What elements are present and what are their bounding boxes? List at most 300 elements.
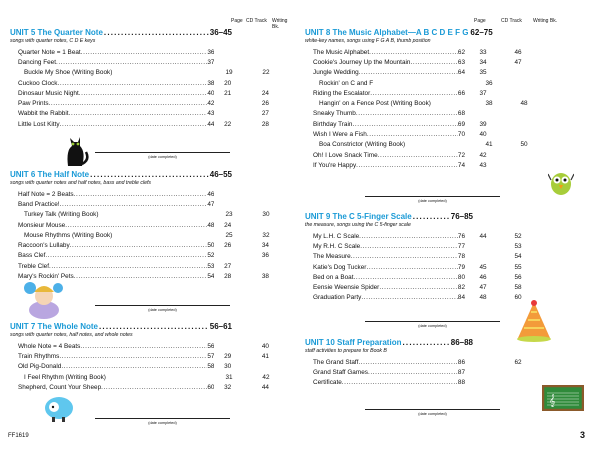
item-cd-track: 34 <box>479 58 487 66</box>
date-completed-line: (date completed) <box>365 409 500 416</box>
svg-text:𝄞: 𝄞 <box>549 394 556 407</box>
list-item <box>10 351 290 361</box>
item-title-cell <box>18 232 216 239</box>
list-item <box>305 78 575 88</box>
item-title: Train Rhythms <box>18 352 60 360</box>
list-item <box>10 199 290 209</box>
item-title-cell <box>18 80 214 87</box>
item-writing-book: 38 <box>261 273 269 281</box>
item-page: 84 <box>457 294 465 302</box>
item-title-cell <box>18 191 214 198</box>
item-writing-book: 54 <box>514 253 522 261</box>
leader-dots <box>69 110 208 117</box>
unit-pages: 76–85 <box>450 212 473 221</box>
item-title: The Music Alphabet <box>313 48 370 56</box>
unit-pages: 36–45 <box>209 28 232 37</box>
item-title: The Measure <box>313 253 351 261</box>
item-writing-book: 34 <box>261 242 269 250</box>
item-page: 44 <box>207 120 215 128</box>
unit-heading <box>305 338 473 347</box>
item-title-cell <box>313 369 465 376</box>
item-title-cell <box>313 294 465 301</box>
item-cd-track: 22 <box>224 120 232 128</box>
item-writing-book: 30 <box>262 211 270 219</box>
unit-section <box>305 212 575 303</box>
list-item <box>10 189 290 199</box>
item-page: 50 <box>207 242 215 250</box>
item-page: 76 <box>457 232 465 240</box>
item-title: Certificate <box>313 379 342 387</box>
list-item <box>305 293 575 303</box>
item-title-cell <box>313 90 465 97</box>
sheep-icon <box>42 392 78 422</box>
footer-code: FF1619 <box>8 433 29 439</box>
item-title: My R.H. C Scale <box>313 242 361 250</box>
item-page: 46 <box>207 190 215 198</box>
item-page: 57 <box>207 352 215 360</box>
item-page: 40 <box>207 89 215 97</box>
unit-heading <box>305 28 493 37</box>
item-title-cell <box>313 59 465 66</box>
item-title: Dinosaur Music Night <box>18 89 79 97</box>
leader-dots <box>79 90 208 97</box>
item-title: Dancing Feet <box>18 58 57 66</box>
item-title: Quarter Note = 1 Beat <box>18 48 81 56</box>
list-item <box>10 261 290 271</box>
leader-dots <box>99 322 209 331</box>
list-item <box>305 231 575 241</box>
item-title-cell <box>18 374 216 381</box>
unit-heading <box>10 322 232 331</box>
list-item <box>305 367 575 377</box>
list-item <box>10 210 290 220</box>
item-title: I Feel Rhythm (Writing Book) <box>24 373 106 381</box>
item-title-cell <box>18 121 214 128</box>
list-item <box>305 378 575 388</box>
item-title-cell <box>313 141 471 148</box>
item-title: Band Practice! <box>18 200 60 208</box>
item-cd-track: 36 <box>485 79 493 87</box>
item-cd-track: 46 <box>479 273 487 281</box>
leader-dots <box>70 242 208 249</box>
item-page: 86 <box>457 358 465 366</box>
list-item <box>305 262 575 272</box>
item-writing-book: 52 <box>514 232 522 240</box>
bird-icon <box>548 168 574 200</box>
item-cd-track: 27 <box>224 262 232 270</box>
leader-dots <box>359 69 458 76</box>
leader-dots <box>74 273 208 280</box>
page-number: 3 <box>580 430 586 440</box>
item-title: Eensie Weensie Spider <box>313 284 380 292</box>
list-item <box>305 47 575 57</box>
leader-dots <box>57 80 207 87</box>
list-item <box>10 230 290 240</box>
list-item <box>305 150 575 160</box>
list-item <box>10 271 290 281</box>
item-cd-track: 44 <box>479 232 487 240</box>
list-item <box>10 78 290 88</box>
item-cd-track: 33 <box>479 48 487 56</box>
unit-heading <box>10 28 232 37</box>
item-title: Bed on a Boat <box>313 273 354 281</box>
unit-title: UNIT 6 The Half Note <box>10 170 90 179</box>
item-title: Monsieur Mouse <box>18 221 66 229</box>
item-page: 82 <box>457 284 465 292</box>
unit-items <box>305 231 575 303</box>
list-item <box>10 341 290 351</box>
leader-dots <box>49 100 208 107</box>
unit-items <box>10 341 290 392</box>
item-title: Mary's Rockin' Pets <box>18 273 74 281</box>
list-item <box>10 68 290 78</box>
item-page: 77 <box>457 242 465 250</box>
column-headers <box>10 0 295 30</box>
leader-dots <box>359 233 458 240</box>
wb-col-header: Writing Bk. <box>533 18 558 24</box>
item-page: 43 <box>207 110 215 118</box>
date-completed-line: (date completed) <box>365 196 500 203</box>
item-cd-track: 24 <box>224 221 232 229</box>
boy-icon <box>22 280 66 320</box>
item-title: Rockin' on C and F <box>319 79 374 87</box>
item-page: 72 <box>457 151 465 159</box>
list-item <box>305 272 575 282</box>
item-writing-book: 48 <box>520 100 528 108</box>
cd-col-header: CD Track <box>246 18 267 24</box>
item-title: Little Lost Kitty <box>18 120 60 128</box>
list-item <box>10 57 290 67</box>
column-headers <box>305 0 590 27</box>
unit-heading <box>10 170 232 179</box>
unit-subtitle: songs with quarter notes, half notes, and whole notes <box>10 332 133 338</box>
item-title-cell <box>18 222 214 229</box>
item-page: 68 <box>457 110 465 118</box>
item-title-cell <box>18 263 214 270</box>
unit-section <box>10 28 290 129</box>
item-writing-book: 46 <box>514 48 522 56</box>
item-title: Birthday Train <box>313 120 353 128</box>
cd-col-header: CD Track <box>501 18 522 24</box>
list-item <box>305 109 575 119</box>
item-page: 54 <box>207 273 215 281</box>
item-writing-book: 56 <box>514 273 522 281</box>
leader-dots <box>45 252 207 259</box>
list-item <box>305 357 575 367</box>
item-page: 56 <box>207 342 215 350</box>
item-page: 80 <box>457 273 465 281</box>
item-page: 69 <box>457 120 465 128</box>
item-cd-track: 38 <box>485 100 493 108</box>
party-hat-icon <box>510 300 558 342</box>
item-title: Whole Note = 4 Beats <box>18 342 81 350</box>
item-title: Grand Staff Games <box>313 368 368 376</box>
item-cd-track: 40 <box>479 131 487 139</box>
item-title-cell <box>18 110 214 117</box>
unit-title: UNIT 8 The Music Alphabet—A B C D E F G <box>305 28 469 37</box>
leader-dots <box>65 222 207 229</box>
list-item <box>305 98 575 108</box>
item-writing-book: 27 <box>261 110 269 118</box>
right-column <box>305 0 590 27</box>
item-title-cell <box>18 363 214 370</box>
item-page: 58 <box>207 363 215 371</box>
leader-dots <box>101 384 207 391</box>
leader-dots <box>60 121 208 128</box>
leader-dots <box>378 152 458 159</box>
item-title: Cookie's Journey Up the Mountain <box>313 58 411 66</box>
item-cd-track: 39 <box>479 120 487 128</box>
item-title: Sneaky Thumb <box>313 110 356 118</box>
item-writing-book: 26 <box>261 100 269 108</box>
item-writing-book: 50 <box>520 141 528 149</box>
item-title: Cuckoo Clock <box>18 79 58 87</box>
item-title-cell <box>313 69 465 76</box>
item-title: Paw Prints <box>18 100 49 108</box>
item-title: If You're Happy <box>313 161 357 169</box>
leader-dots <box>358 359 458 366</box>
item-cd-track: 20 <box>224 79 232 87</box>
item-title-cell <box>18 252 214 259</box>
item-title-cell <box>18 273 214 280</box>
unit-subtitle: staff activities to prepare for Book B <box>305 348 387 354</box>
leader-dots <box>411 59 458 66</box>
item-title: My L.H. C Scale <box>313 232 360 240</box>
item-title-cell <box>313 379 465 386</box>
item-cd-track: 28 <box>224 273 232 281</box>
item-writing-book: 53 <box>514 242 522 250</box>
item-title: Graduation Party <box>313 294 362 302</box>
item-title-cell <box>313 233 465 240</box>
leader-dots <box>56 59 207 66</box>
leader-dots <box>90 170 209 179</box>
item-title-cell <box>313 253 465 260</box>
item-title: Bass Clef <box>18 252 46 260</box>
leader-dots <box>370 90 458 97</box>
cat-icon <box>60 130 90 168</box>
item-page: 48 <box>207 221 215 229</box>
item-writing-book: 24 <box>261 89 269 97</box>
unit-items <box>10 47 290 129</box>
unit-subtitle: white-key names, songs using F G A B, thumb position <box>305 38 431 44</box>
leader-dots <box>49 263 207 270</box>
item-title-cell <box>18 343 214 350</box>
leader-dots <box>81 49 208 56</box>
item-title-cell <box>18 100 214 107</box>
item-title-cell <box>18 201 214 208</box>
item-page: 87 <box>457 368 465 376</box>
item-page: 36 <box>207 48 215 56</box>
leader-dots <box>402 338 449 347</box>
item-title: Wish I Were a Fish <box>313 131 367 139</box>
item-cd-track: 19 <box>225 69 233 77</box>
list-item <box>10 88 290 98</box>
unit-items <box>305 357 575 388</box>
leader-dots <box>356 162 458 169</box>
leader-dots <box>379 284 458 291</box>
unit-subtitle: songs with quarter notes and half notes, bass and treble clefs <box>10 180 152 186</box>
list-item <box>10 372 290 382</box>
item-writing-book: 44 <box>261 383 269 391</box>
item-writing-book: 47 <box>514 58 522 66</box>
item-title-cell <box>313 152 465 159</box>
item-cd-track: 48 <box>479 294 487 302</box>
item-writing-book: 40 <box>261 342 269 350</box>
item-title: Oh! I Love Snack Time <box>313 151 378 159</box>
item-title-cell <box>18 90 214 97</box>
date-completed-line: (date completed) <box>95 418 230 425</box>
item-cd-track: 45 <box>479 263 487 271</box>
leader-dots <box>361 294 458 301</box>
list-item <box>10 47 290 57</box>
unit-title: UNIT 5 The Quarter Note <box>10 28 103 37</box>
item-writing-book: 60 <box>514 294 522 302</box>
list-item <box>305 282 575 292</box>
item-page: 78 <box>457 253 465 261</box>
item-title-cell <box>18 59 214 66</box>
item-cd-track: 21 <box>224 89 232 97</box>
item-cd-track: 35 <box>479 69 487 77</box>
item-title: Buckle My Shoe (Writing Book) <box>24 69 113 77</box>
list-item <box>10 362 290 372</box>
item-page: 62 <box>457 48 465 56</box>
item-title-cell <box>313 359 465 366</box>
unit-pages: 56–61 <box>209 322 232 331</box>
list-item <box>305 252 575 262</box>
item-title: Wabbit the Rabbit <box>18 110 69 118</box>
item-page: 64 <box>457 69 465 77</box>
item-page: 70 <box>457 131 465 139</box>
item-page: 79 <box>457 263 465 271</box>
item-title-cell <box>18 211 216 218</box>
item-title: Raccoon's Lullaby <box>18 242 70 250</box>
list-item <box>10 98 290 108</box>
item-writing-book: 42 <box>262 373 270 381</box>
item-cd-track: 41 <box>485 141 493 149</box>
item-writing-book: 55 <box>514 263 522 271</box>
item-title: Katie's Dog Tucker <box>313 263 367 271</box>
item-page: 38 <box>207 79 215 87</box>
leader-dots <box>354 274 458 281</box>
item-title-cell <box>313 162 465 169</box>
item-title: Jungle Wedding <box>313 69 359 77</box>
leader-dots <box>60 201 208 208</box>
leader-dots <box>351 253 458 260</box>
unit-section <box>305 28 575 171</box>
unit-subtitle: the measure, songs using the C 5-finger scale <box>305 222 411 228</box>
item-title-cell <box>313 284 465 291</box>
leader-dots <box>368 369 458 376</box>
item-title: Turkey Talk (Writing Book) <box>24 211 99 219</box>
item-title: The Grand Staff <box>313 358 359 366</box>
item-cd-track: 43 <box>479 161 487 169</box>
item-title: Riding the Escalator <box>313 89 371 97</box>
item-title-cell <box>313 121 465 128</box>
item-title: Hangin' on a Fence Post (Writing Book) <box>319 100 431 108</box>
item-title-cell <box>18 384 214 391</box>
item-writing-book: 22 <box>262 69 270 77</box>
item-writing-book: 28 <box>261 120 269 128</box>
item-title-cell <box>313 100 471 107</box>
item-title-cell <box>18 242 214 249</box>
left-column <box>10 0 295 30</box>
item-title: Boa Constrictor (Writing Book) <box>319 141 406 149</box>
unit-heading <box>305 212 473 221</box>
item-writing-book: 62 <box>514 358 522 366</box>
leader-dots <box>366 264 457 271</box>
page-col-header: Page <box>474 18 486 24</box>
item-page: 63 <box>457 58 465 66</box>
item-cd-track: 42 <box>479 151 487 159</box>
item-title-cell <box>313 131 465 138</box>
chalkboard-icon <box>542 385 584 411</box>
item-writing-book: 32 <box>262 231 270 239</box>
item-title: Treble Clef <box>18 262 50 270</box>
item-cd-track: 32 <box>224 383 232 391</box>
item-cd-track: 31 <box>225 373 233 381</box>
list-item <box>10 240 290 250</box>
date-completed-line: (date completed) <box>95 152 230 159</box>
leader-dots <box>59 353 207 360</box>
item-writing-book: 58 <box>514 284 522 292</box>
item-cd-track: 26 <box>224 242 232 250</box>
list-item <box>305 88 575 98</box>
item-writing-book: 41 <box>261 352 269 360</box>
item-writing-book: 36 <box>261 252 269 260</box>
list-item <box>10 251 290 261</box>
list-item <box>305 57 575 67</box>
item-cd-track: 30 <box>224 363 232 371</box>
unit-title: UNIT 10 Staff Preparation <box>305 338 402 347</box>
leader-dots <box>367 131 458 138</box>
item-title-cell <box>313 110 465 117</box>
item-cd-track: 23 <box>225 211 233 219</box>
item-title-cell <box>313 264 465 271</box>
item-page: 42 <box>207 100 215 108</box>
unit-pages: 86–88 <box>450 338 473 347</box>
unit-title: UNIT 7 The Whole Note <box>10 322 98 331</box>
list-item <box>10 109 290 119</box>
item-title-cell <box>313 274 465 281</box>
item-page: 60 <box>207 383 215 391</box>
item-title: Mouse Rhythms (Writing Book) <box>24 231 113 239</box>
list-item <box>305 140 575 150</box>
item-title: Old Pig-Donald <box>18 363 62 371</box>
unit-section <box>10 322 290 392</box>
wb-col-header: Writing Bk. <box>272 18 288 30</box>
date-completed-line: (date completed) <box>95 305 230 312</box>
item-page: 74 <box>457 161 465 169</box>
unit-section <box>10 170 290 282</box>
item-cd-track: 25 <box>225 231 233 239</box>
item-title-cell <box>313 49 465 56</box>
item-page: 53 <box>207 262 215 270</box>
item-cd-track: 29 <box>224 352 232 360</box>
list-item <box>305 119 575 129</box>
list-item <box>305 68 575 78</box>
leader-dots <box>342 379 458 386</box>
unit-items <box>10 189 290 282</box>
unit-pages: 46–55 <box>209 170 232 179</box>
item-title-cell <box>18 353 214 360</box>
leader-dots <box>360 243 458 250</box>
item-title: Shepherd, Count Your Sheep <box>18 383 102 391</box>
leader-dots <box>352 121 457 128</box>
item-page: 88 <box>457 379 465 387</box>
leader-dots <box>369 49 458 56</box>
item-page: 37 <box>207 58 215 66</box>
item-title: Half Note = 2 Beats <box>18 190 74 198</box>
